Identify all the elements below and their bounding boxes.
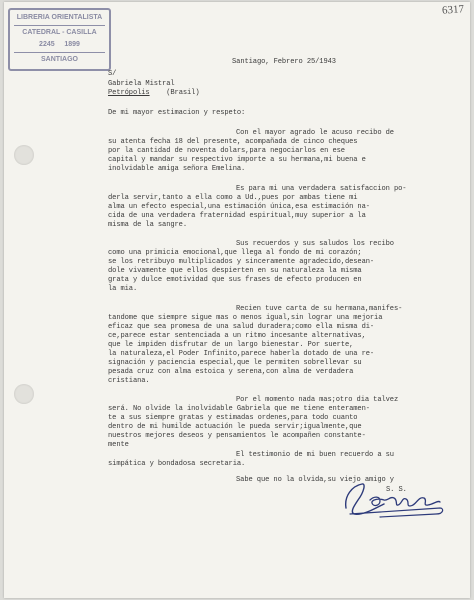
stamp-line-4: SANTIAGO [41, 56, 78, 63]
closing-line: Sabe que no la olvida,su viejo amigo y [236, 476, 394, 484]
body-line: como una primicia emocional,que llega al fondo de mi corazón; [108, 249, 362, 257]
body-line: Por el momento nada mas;otro dia talvez [236, 396, 399, 404]
body-line: Con el mayor agrado le acuso recibo de [236, 129, 394, 137]
body-line: ce,parece estar sentenciada a un ritmo incesante alternativas, [108, 332, 366, 340]
letter-date: Santiago, Febrero 25/1943 [232, 58, 336, 66]
closing-mark: S. S. [386, 486, 407, 494]
body-line: te a sus siempre gratas y estimadas ordenes,para todo cuanto [108, 414, 358, 422]
body-line: por la cantidad de noventa dolars,para negociarlos en ese [108, 147, 345, 155]
body-line: alma un efecto especial,una estimación única,esa estimación na- [108, 203, 370, 211]
body-line: la naturaleza,el Poder Infinito,parece haberla dotado de una re- [108, 350, 375, 358]
stamp-line-3 [10, 39, 109, 51]
handwritten-signature [340, 478, 450, 520]
bookstore-stamp [8, 8, 111, 71]
body-line: se los retribuyo multiplicados y sinceramente agradecido,desean- [108, 258, 375, 266]
body-line: simpática y bondadosa secretaria. [108, 460, 246, 468]
body-line: capital y mandar su respectivo importe a su hermana,mi buena e [108, 156, 366, 164]
body-line: grata y dulce emotividad que sus frases de efecto producen en [108, 276, 362, 284]
body-line: la mia. [108, 285, 138, 293]
stamp-line-1: LIBRERIA ORIENTALISTA [16, 14, 103, 21]
recipient-name: Gabriela Mistral [108, 80, 175, 88]
body-line: mente [108, 441, 129, 449]
recipient-city: Petrópolis [108, 89, 150, 97]
recipient-address [108, 89, 199, 98]
punch-hole [14, 384, 34, 404]
stamp-divider [14, 25, 105, 26]
body-line: dentro de mi humilde actuación le pueda servir;igualmente,que [108, 423, 362, 431]
body-line: cristiana. [108, 377, 150, 385]
body-line: inolvidable amiga señora Emelina. [108, 165, 246, 173]
body-line: tandome que siempre sigue mas o menos igual,sin lograr una mejoria [108, 314, 383, 322]
letter-sheet [4, 2, 470, 598]
body-line: Es para mi una verdadera satisfaccion po- [236, 185, 407, 193]
stamp-number-2: 1899 [64, 41, 80, 48]
body-line: nuestros mejores deseos y pensamientos le acompañen constante- [108, 432, 366, 440]
body-line: cida de una verdadera fraternidad espiritual,muy superior a la [108, 212, 366, 220]
body-line: derla servir,tanto a ella como a Ud.,pues por ambas tiene mi [108, 194, 358, 202]
body-line: El testimonio de mi buen recuerdo a su [236, 451, 394, 459]
archive-reference: 6317 [441, 3, 465, 17]
body-line: su atenta fecha 18 del presente, acompañada de cinco cheques [108, 138, 358, 146]
body-line: eficaz que sea promesa de una salud duradera;como ella misma di- [108, 323, 375, 331]
body-line: pesada cruz con alma estoica y serena,con alma de verdadera [108, 368, 354, 376]
body-line: será. No olvide la inolvidable Gabriela que me tiene enteramen- [108, 405, 370, 413]
body-line: dole vivamente que ellos despierten en su naturaleza la misma [108, 267, 362, 275]
body-line: signación y paciencia especial,que le permiten sobrellevar su [108, 359, 362, 367]
stamp-divider [14, 52, 105, 53]
stamp-line-2: CATEDRAL - CASILLA [22, 29, 97, 36]
recipient-country: (Brasil) [166, 89, 200, 97]
body-line: que le impiden disfrutar de un largo bienestar. Por suerte, [108, 341, 354, 349]
body-line: misma de la sangre. [108, 221, 187, 229]
punch-hole [14, 145, 34, 165]
salutation: De mi mayor estimacion y respeto: [108, 109, 246, 117]
body-line: Sus recuerdos y sus saludos los recibo [236, 240, 394, 248]
addressee-mark: S/ [108, 70, 117, 78]
stamp-number-1: 2245 [39, 41, 55, 48]
body-line: Recien tuve carta de su hermana,manifes- [236, 305, 403, 313]
